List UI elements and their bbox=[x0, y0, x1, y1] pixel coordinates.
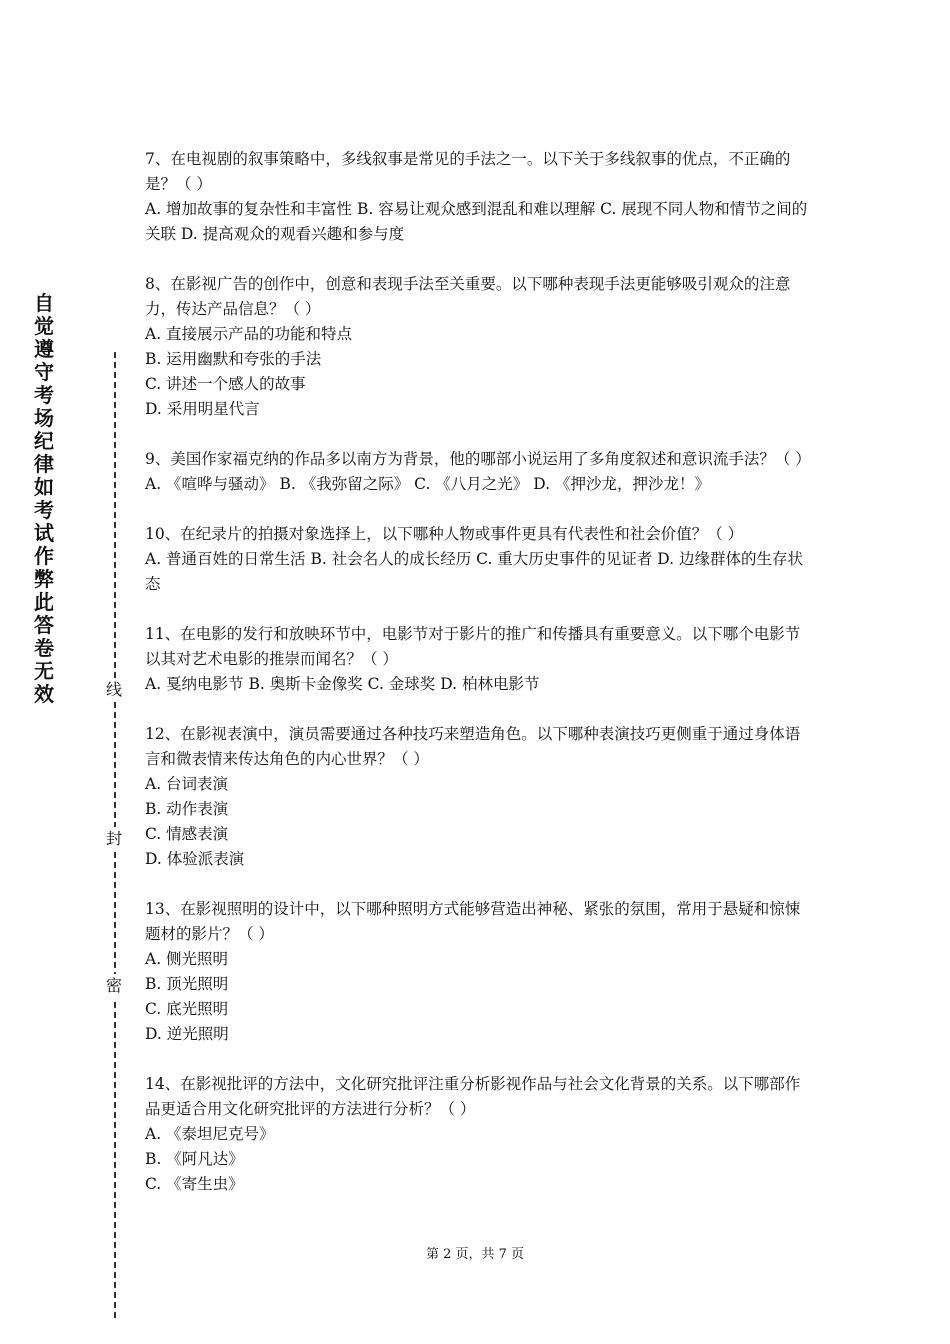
option-a: A. 侧光照明 bbox=[145, 950, 229, 968]
exam-discipline-warning: 自觉遵守考场纪律如考试作弊此答卷无效 bbox=[34, 291, 54, 706]
question-options: A. 普通百姓的日常生活 B. 社会名人的成长经历 C. 重大历史事件的见证者 D. 边缘群体的生存状态 bbox=[145, 550, 803, 593]
question-stem: 14、在影视批评的方法中，文化研究批评注重分析影视作品与社会文化背景的关系。以下哪部作品更适合用文化研究批评的方法进行分析？（ ） bbox=[145, 1075, 801, 1118]
option-d: D. 采用明星代言 bbox=[145, 400, 260, 418]
question-7 bbox=[145, 147, 815, 247]
page-number-footer: 第 2 页，共 7 页 bbox=[425, 1247, 525, 1262]
option-a: A. 台词表演 bbox=[145, 775, 229, 793]
question-stem: 7、在电视剧的叙事策略中，多线叙事是常见的手法之一。以下关于多线叙事的优点，不正确的是？（ ） bbox=[145, 150, 791, 193]
option-a: A. 直接展示产品的功能和特点 bbox=[145, 325, 353, 343]
option-c: C. 《寄生虫》 bbox=[145, 1175, 244, 1193]
question-options: A. 戛纳电影节 B. 奥斯卡金像奖 C. 金球奖 D. 柏林电影节 bbox=[145, 675, 540, 693]
question-options: A. 增加故事的复杂性和丰富性 B. 容易让观众感到混乱和难以理解 C. 展现不同人物和情节之间的关联 D. 提高观众的观看兴趣和参与度 bbox=[145, 200, 808, 243]
option-b: B. 《阿凡达》 bbox=[145, 1150, 244, 1168]
option-c: C. 讲述一个感人的故事 bbox=[145, 375, 306, 393]
question-8 bbox=[145, 272, 815, 422]
binding-mark-xian: 线 bbox=[103, 678, 125, 702]
option-d: D. 逆光照明 bbox=[145, 1025, 229, 1043]
question-11 bbox=[145, 622, 815, 697]
binding-mark-mi: 密 bbox=[103, 974, 125, 998]
question-list bbox=[145, 147, 815, 1222]
option-c: C. 底光照明 bbox=[145, 1000, 229, 1018]
option-a: A. 《泰坦尼克号》 bbox=[145, 1125, 275, 1143]
option-b: B. 顶光照明 bbox=[145, 975, 229, 993]
question-12 bbox=[145, 722, 815, 872]
question-stem: 10、在纪录片的拍摄对象选择上，以下哪种人物或事件更具有代表性和社会价值？（ ） bbox=[145, 525, 744, 543]
question-stem: 12、在影视表演中，演员需要通过各种技巧来塑造角色。以下哪种表演技巧更侧重于通过身体语言和微表情来传达角色的内心世界？（ ） bbox=[145, 725, 801, 768]
option-c: C. 情感表演 bbox=[145, 825, 229, 843]
question-stem: 9、美国作家福克纳的作品多以南方为背景，他的哪部小说运用了多角度叙述和意识流手法？（ ） bbox=[145, 450, 811, 468]
question-options: A. 《喧哗与骚动》 B. 《我弥留之际》 C. 《八月之光》 D. 《押沙龙，押沙龙！》 bbox=[145, 475, 710, 493]
question-10 bbox=[145, 522, 815, 597]
option-b: B. 动作表演 bbox=[145, 800, 229, 818]
question-stem: 8、在影视广告的创作中，创意和表现手法至关重要。以下哪种表现手法更能够吸引观众的注意力，传达产品信息？（ ） bbox=[145, 275, 791, 318]
binding-mark-feng: 封 bbox=[103, 827, 125, 851]
question-stem: 13、在影视照明的设计中，以下哪种照明方式能够营造出神秘、紧张的氛围，常用于悬疑和惊悚题材的影片？（ ） bbox=[145, 900, 801, 943]
question-13 bbox=[145, 897, 815, 1047]
question-stem: 11、在电影的发行和放映环节中，电影节对于影片的推广和传播具有重要意义。以下哪个电影节以其对艺术电影的推崇而闻名？（ ） bbox=[145, 625, 801, 668]
question-14 bbox=[145, 1072, 815, 1197]
option-d: D. 体验派表演 bbox=[145, 850, 245, 868]
question-9 bbox=[145, 447, 815, 497]
option-b: B. 运用幽默和夸张的手法 bbox=[145, 350, 322, 368]
